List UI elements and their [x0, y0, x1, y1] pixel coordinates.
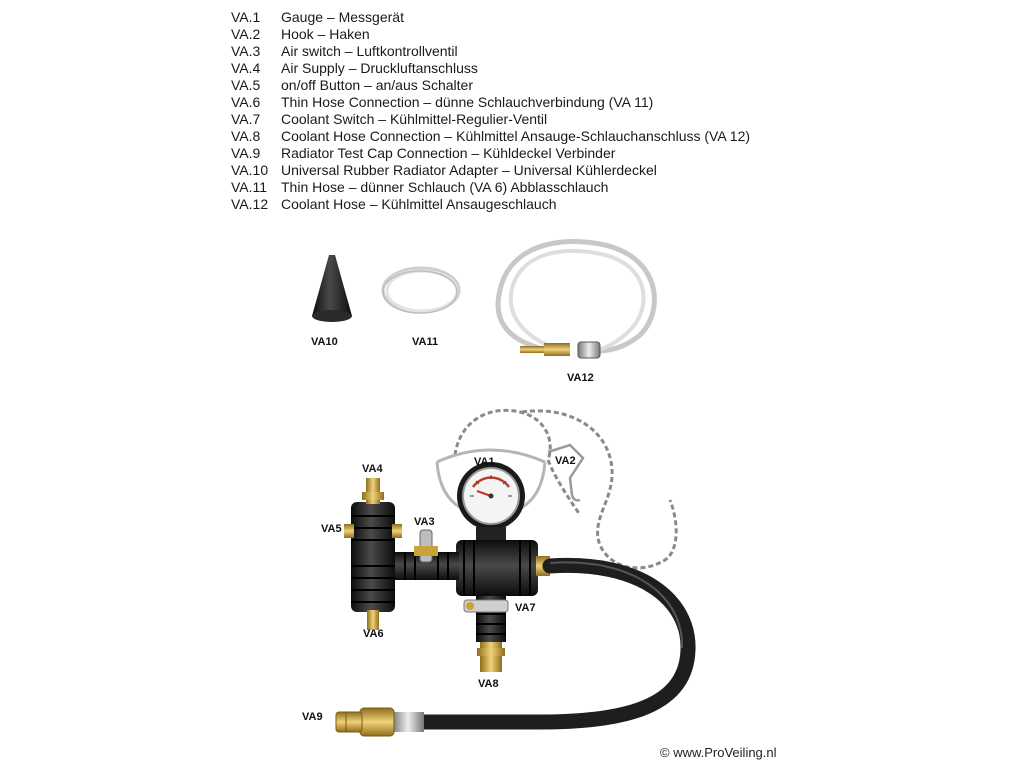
legend-code: VA.1	[231, 9, 261, 25]
callout-va2: VA2	[555, 455, 576, 467]
radiator-cap-connector	[336, 708, 394, 736]
legend-description: Coolant Hose – Kühlmittel Ansaugeschlauch	[281, 196, 557, 212]
legend-code: VA.3	[231, 43, 261, 59]
copyright-notice: © www.ProVeiling.nl	[660, 745, 777, 760]
callout-va10: VA10	[311, 336, 338, 348]
legend-code: VA.9	[231, 145, 261, 161]
legend-description: Coolant Switch – Kühlmittel-Regulier-Ventil	[281, 111, 548, 127]
callout-va9: VA9	[302, 711, 323, 723]
callout-va8: VA8	[478, 678, 499, 690]
legend-code: VA.11	[231, 179, 268, 195]
left-valve-body	[344, 478, 402, 630]
callout-va4: VA4	[362, 463, 383, 475]
legend-description: Universal Rubber Radiator Adapter – Universal Kühlerdeckel	[281, 162, 657, 178]
legend-description: Thin Hose Connection – dünne Schlauchverbindung (VA 11)	[281, 94, 654, 110]
legend-description: Hook – Haken	[281, 26, 370, 42]
legend-code: VA.8	[231, 128, 261, 144]
legend-code: VA.5	[231, 77, 261, 93]
callout-va7: VA7	[515, 602, 536, 614]
legend-description: Thin Hose – dünner Schlauch (VA 6) Abblasschlauch	[281, 179, 609, 195]
coolant-hose-coil	[498, 241, 654, 358]
legend-description: Air Supply – Druckluftanschluss	[281, 60, 478, 76]
callout-va3: VA3	[414, 516, 435, 528]
callout-va1: VA1	[474, 456, 495, 468]
rubber-cone-adapter	[312, 255, 352, 322]
pressure-gauge	[457, 462, 525, 530]
coolant-hose	[392, 562, 688, 732]
legend-description: Radiator Test Cap Connection – Kühldeckel Verbinder	[281, 145, 616, 161]
legend-description: Gauge – Messgerät	[281, 9, 404, 25]
callout-va11: VA11	[412, 336, 439, 348]
coolant-switch	[464, 600, 508, 612]
legend-code: VA.2	[231, 26, 261, 42]
thin-hose-coil	[383, 268, 459, 313]
legend-code: VA.7	[231, 111, 261, 127]
legend-description: Air switch – Luftkontrollventil	[281, 43, 458, 59]
legend-description: Coolant Hose Connection – Kühlmittel Ansauge-Schlauchanschluss (VA 12)	[281, 128, 751, 144]
legend-code: VA.12	[231, 196, 269, 212]
legend-code: VA.4	[231, 60, 261, 76]
callout-va5: VA5	[321, 523, 342, 535]
legend-code: VA.10	[231, 162, 269, 178]
legend-description: on/off Button – an/aus Schalter	[281, 77, 473, 93]
legend-code: VA.6	[231, 94, 261, 110]
callout-va6: VA6	[363, 628, 384, 640]
callout-va12: VA12	[567, 372, 594, 384]
